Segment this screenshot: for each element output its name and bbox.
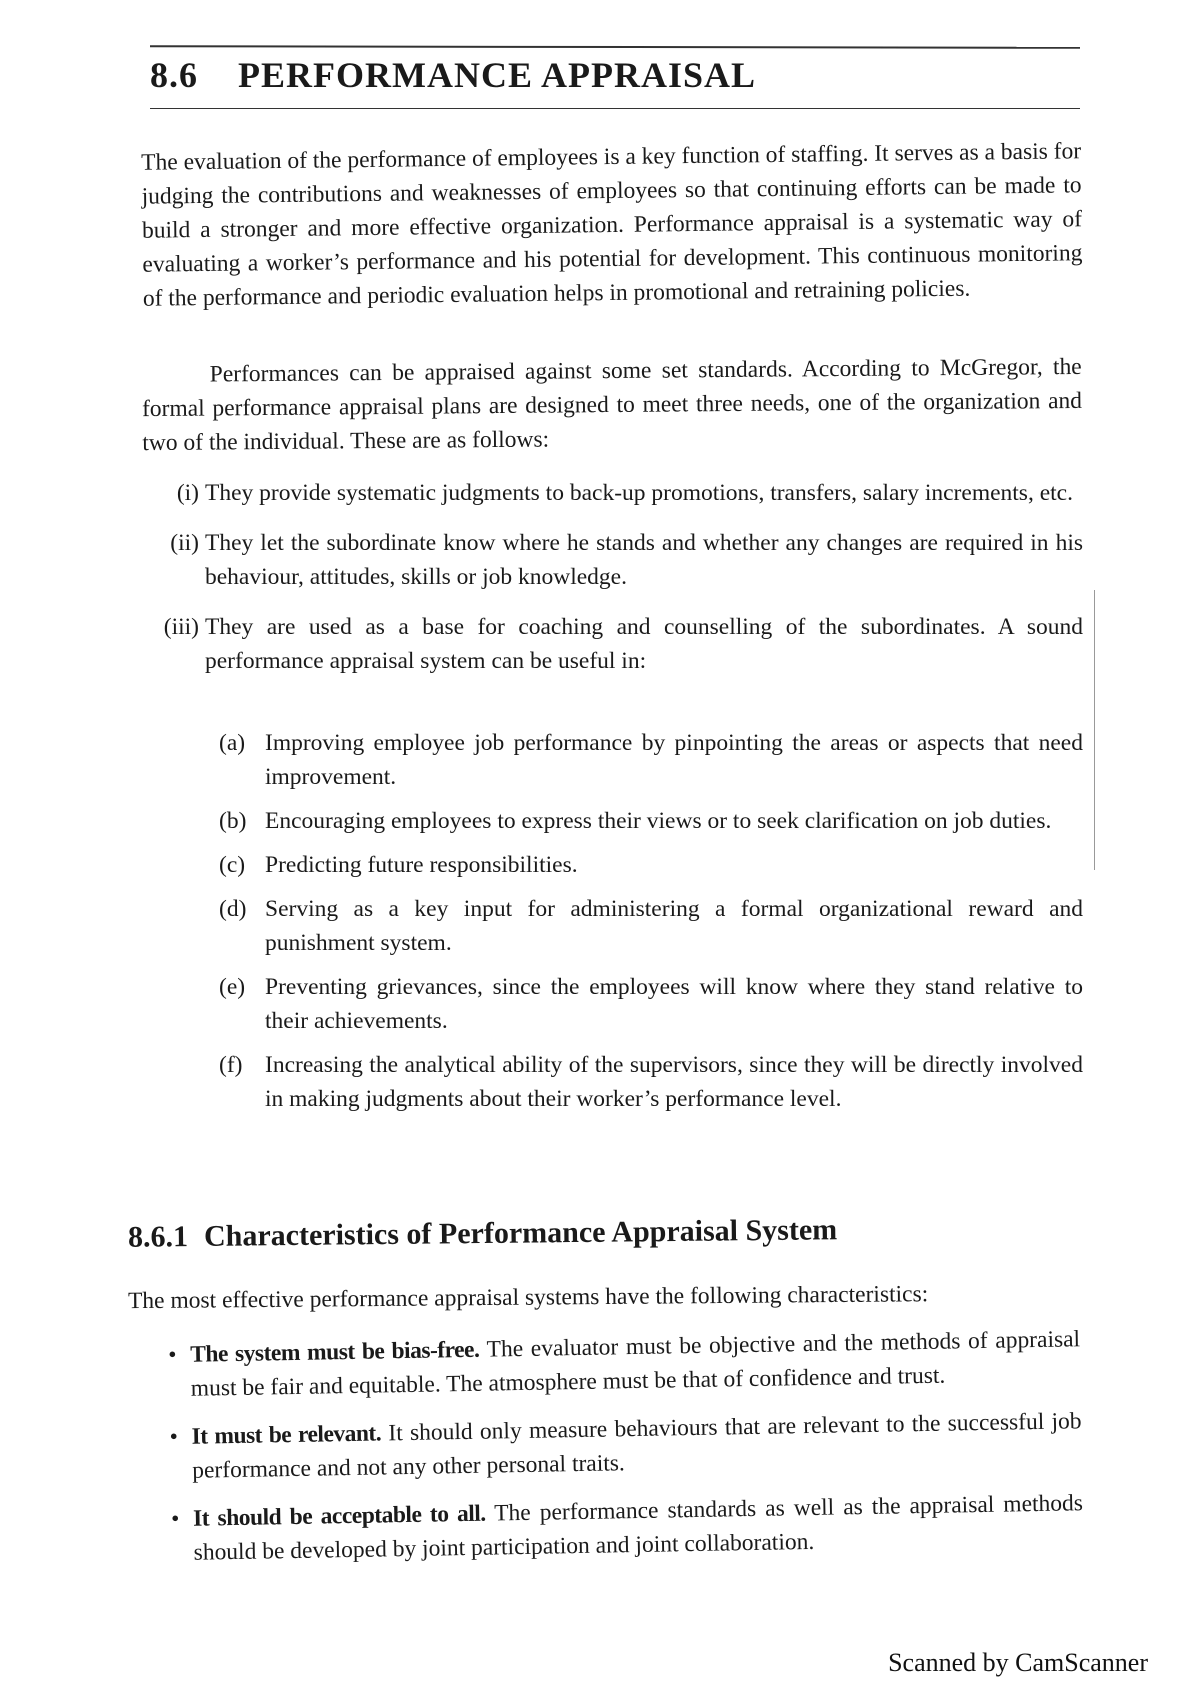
list-item-text: They are used as a base for coaching and counselling of the subordinates. A sound performance appraisal system can be useful in:	[205, 614, 1083, 674]
uses-list	[219, 726, 1083, 1126]
list-marker: (d)	[219, 896, 247, 922]
list-item	[167, 1322, 1081, 1406]
list-item	[219, 970, 1083, 1038]
list-item-text: Predicting future responsibilities.	[265, 852, 578, 878]
list-marker: (e)	[219, 974, 246, 1000]
list-marker: (a)	[219, 730, 246, 756]
heading-bottom-rule	[150, 108, 1080, 109]
characteristic-text: The evaluator must be objective and the methods of appraisal must be fair and equitable. The atmosphere must be that of confidence and trust.	[190, 1326, 1081, 1402]
list-item-text: They provide systematic judgments to back-up promotions, transfers, salary increments, etc.	[205, 480, 1073, 506]
characteristic-text: It should only measure behaviours that are relevant to the successful job performance and not any other personal traits.	[192, 1408, 1082, 1484]
intro-paragraph: The evaluation of the performance of employees is a key function of staffing. It serves as a basis for judging the contributions and weaknesses of employees so that continuing efforts can be made to build a stronger and more effective organization. Performance appraisal is a systematic way of evaluating a worker’s performance and his potential for development. This continuous monitoring of the performance and periodic evaluation helps in promotional and retraining policies.	[141, 138, 1083, 312]
heading-top-rule	[150, 45, 1080, 49]
section-title: PERFORMANCE APPRAISAL	[238, 55, 757, 95]
list-item	[219, 892, 1083, 960]
list-item-text: Increasing the analytical ability of the supervisors, since they will be directly involved in making judgments about their worker’s performance level.	[265, 1052, 1083, 1112]
margin-line	[1094, 590, 1095, 870]
subsection-title: Characteristics of Performance Appraisal System	[203, 1213, 838, 1253]
list-marker: (iii)	[163, 614, 199, 640]
characteristics-list	[167, 1322, 1084, 1583]
list-item-text: Preventing grievances, since the employees will know where they stand relative to their achievements.	[265, 974, 1083, 1034]
characteristic-text: The performance standards as well as the appraisal methods should be developed by joint participation and joint collaboration.	[193, 1490, 1084, 1566]
list-marker: (ii)	[170, 530, 199, 556]
list-item	[219, 1048, 1083, 1116]
needs-list	[163, 476, 1083, 694]
characteristic-lead: It must be relevant.	[191, 1420, 382, 1450]
list-item	[170, 1486, 1084, 1570]
mcgregor-paragraph: Performances can be appraised against some set standards. According to McGregor, the formal performance appraisal plans are designed to meet three needs, one of the organization and two of the individual. These are as follows:	[141, 353, 1083, 457]
section-number: 8.6	[150, 55, 198, 95]
list-item-text: Serving as a key input for administering a formal organizational reward and punishment system.	[265, 896, 1083, 956]
list-item	[169, 1404, 1082, 1488]
characteristic-lead: The system must be bias-free.	[189, 1336, 480, 1368]
list-item-text: They let the subordinate know where he stands and whether any changes are required in his behaviour, attitudes, skills or job knowledge.	[205, 530, 1083, 590]
bullet-icon: •	[170, 1505, 180, 1533]
list-item	[176, 476, 1083, 510]
bullet-icon: •	[169, 1424, 179, 1451]
list-item	[219, 848, 1083, 882]
characteristics-intro: The most effective performance appraisal systems have the following characteristics:	[127, 1281, 929, 1315]
list-item	[219, 804, 1083, 838]
bullet-icon: •	[167, 1342, 177, 1369]
list-marker: (f)	[219, 1052, 243, 1078]
subsection-heading	[128, 1213, 838, 1254]
list-item-text: Improving employee job performance by pinpointing the areas or aspects that need improvement.	[265, 730, 1083, 790]
list-item-text: Encouraging employees to express their views or to seek clarification on job duties.	[265, 808, 1052, 834]
subsection-number: 8.6.1	[127, 1220, 189, 1254]
list-marker: (i)	[176, 480, 199, 506]
characteristic-lead: It should be acceptable to all.	[192, 1500, 486, 1532]
section-heading	[150, 54, 756, 96]
list-item	[163, 610, 1083, 678]
list-item	[219, 726, 1083, 794]
list-marker: (b)	[219, 808, 247, 834]
scanner-watermark: Scanned by CamScanner	[888, 1648, 1148, 1677]
list-item	[170, 526, 1083, 594]
list-marker: (c)	[219, 852, 246, 878]
